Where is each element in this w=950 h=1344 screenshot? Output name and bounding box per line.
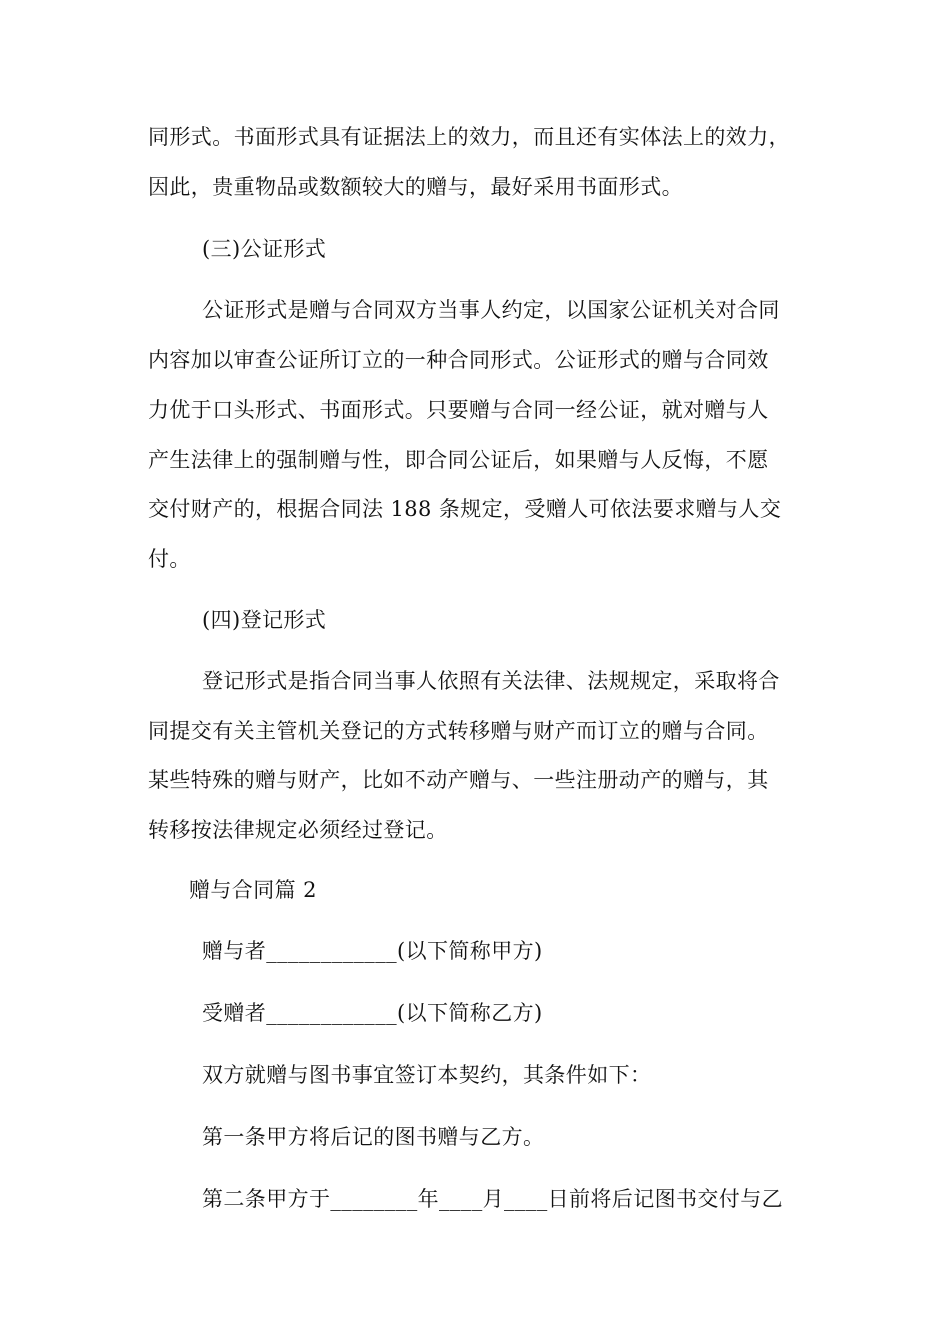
section-heading-registration: (四)登记形式 (202, 608, 327, 632)
section-title: 赠与合同篇 2 (189, 878, 317, 902)
paragraph-line: 转移按法律规定必须经过登记。 (148, 818, 448, 842)
article-2: 第二条甲方于________年____月____日前将后记图书交付与乙 (202, 1187, 783, 1211)
paragraph-line: 交付财产的，根据合同法 188 条规定，受赠人可依法要求赠与人交 (148, 497, 782, 521)
paragraph-line: 内容加以审查公证所订立的一种合同形式。公证形式的赠与合同效 (148, 348, 769, 372)
paragraph-line: 某些特殊的赠与财产，比如不动产赠与、一些注册动产的赠与，其 (148, 768, 769, 792)
donee-line: 受赠者____________(以下简称乙方) (202, 1001, 543, 1025)
paragraph-line: 同提交有关主管机关登记的方式转移赠与财产而订立的赠与合同。 (148, 719, 769, 743)
section-heading-notary: (三)公证形式 (202, 237, 327, 261)
paragraph-line: 登记形式是指合同当事人依照有关法律、法规规定，采取将合 (202, 669, 780, 693)
intro-line: 双方就赠与图书事宜签订本契约，其条件如下： (202, 1063, 652, 1087)
donor-line: 赠与者____________(以下简称甲方) (202, 939, 543, 963)
paragraph-line: 公证形式是赠与合同双方当事人约定，以国家公证机关对合同 (202, 298, 780, 322)
paragraph-line: 付。 (148, 547, 191, 571)
paragraph-line: 力优于口头形式、书面形式。只要赠与合同一经公证，就对赠与人 (148, 398, 769, 422)
article-1: 第一条甲方将后记的图书赠与乙方。 (202, 1125, 545, 1149)
paragraph-line: 因此，贵重物品或数额较大的赠与，最好采用书面形式。 (148, 175, 683, 199)
paragraph-line: 同形式。书面形式具有证据法上的效力，而且还有实体法上的效力， (148, 125, 790, 149)
paragraph-line: 产生法律上的强制赠与性，即合同公证后，如果赠与人反悔，不愿 (148, 448, 769, 472)
